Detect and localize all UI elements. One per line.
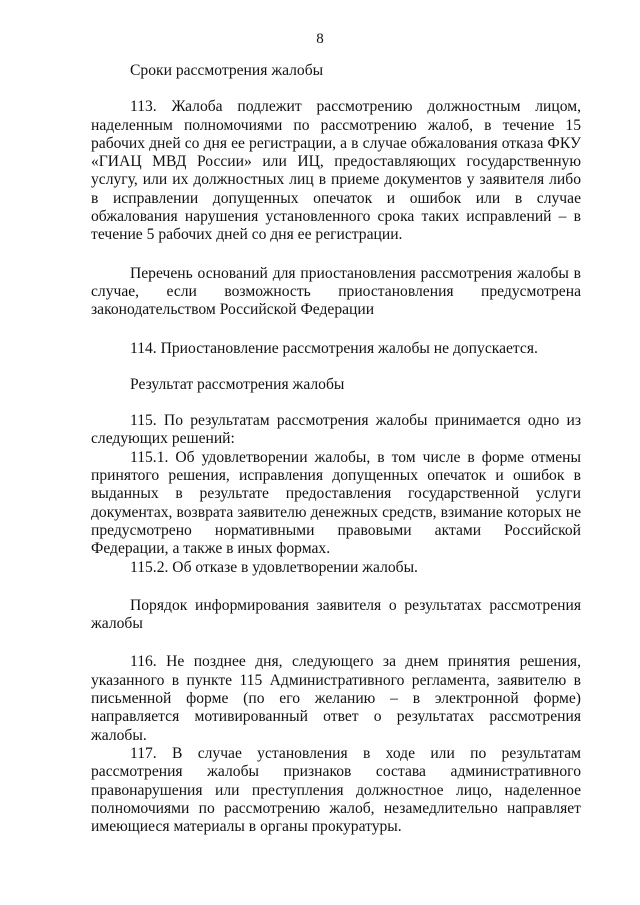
section-heading-suspension-grounds: Перечень оснований для приостановления рассмотрения жалобы в случае, если возможность приостановления предусмотрена законодательством Российской Федерации bbox=[91, 264, 581, 319]
section-heading-notification: Порядок информирования заявителя о результатах рассмотрения жалобы bbox=[91, 596, 581, 633]
paragraph-115: 115. По результатам рассмотрения жалобы принимается одно из следующих решений: bbox=[91, 412, 581, 448]
section-heading-review-terms: Сроки рассмотрения жалобы bbox=[130, 62, 324, 79]
paragraph-117: 117. В случае установления в ходе или по результатам рассмотрения жалобы признаков состава административного правонарушения или преступления должностное лицо, наделенное полномочиями по рассмотрению жалоб, незамедлительно направляет имеющиеся материалы в органы прокуратуры. bbox=[91, 744, 581, 836]
paragraph-114: 114. Приостановление рассмотрения жалобы не допускается. bbox=[130, 339, 538, 357]
paragraph-115-1: 115.1. Об удовлетворении жалобы, в том числе в форме отмены принятого решения, исправления допущенных опечаток и ошибок в выданных в результате предоставления государственной услуги документах, возврата заявителю денежных средств, взимание которых не предусмотрено нормативными правовыми актами Российской Федерации, а также в иных формах. bbox=[91, 448, 581, 558]
paragraph-115-2: 115.2. Об отказе в удовлетворении жалобы. bbox=[130, 558, 418, 576]
document-body bbox=[91, 62, 581, 836]
section-heading-review-result: Результат рассмотрения жалобы bbox=[130, 375, 345, 393]
paragraph-116: 116. Не позднее дня, следующего за днем принятия решения, указанного в пункте 115 Административного регламента, заявителю в письменной форме (по его желанию – в электронной форме) направляется мотивированный ответ о результатах рассмотрения жалобы. bbox=[91, 653, 581, 744]
page-number: 8 bbox=[316, 31, 324, 47]
paragraph-113: 113. Жалоба подлежит рассмотрению должностным лицом, наделенным полномочиями по рассмотрению жалоб, в течение 15 рабочих дней со дня ее регистрации, а в случае обжалования отказа ФКУ «ГИАЦ МВД России» или ИЦ, предоставляющих государственную услугу, или их должностных лиц в приеме документов у заявителя либо в исправлении допущенных опечаток и ошибок или в случае обжалования нарушения установленного срока таких исправлений – в течение 5 рабочих дней со дня ее регистрации. bbox=[91, 98, 581, 244]
